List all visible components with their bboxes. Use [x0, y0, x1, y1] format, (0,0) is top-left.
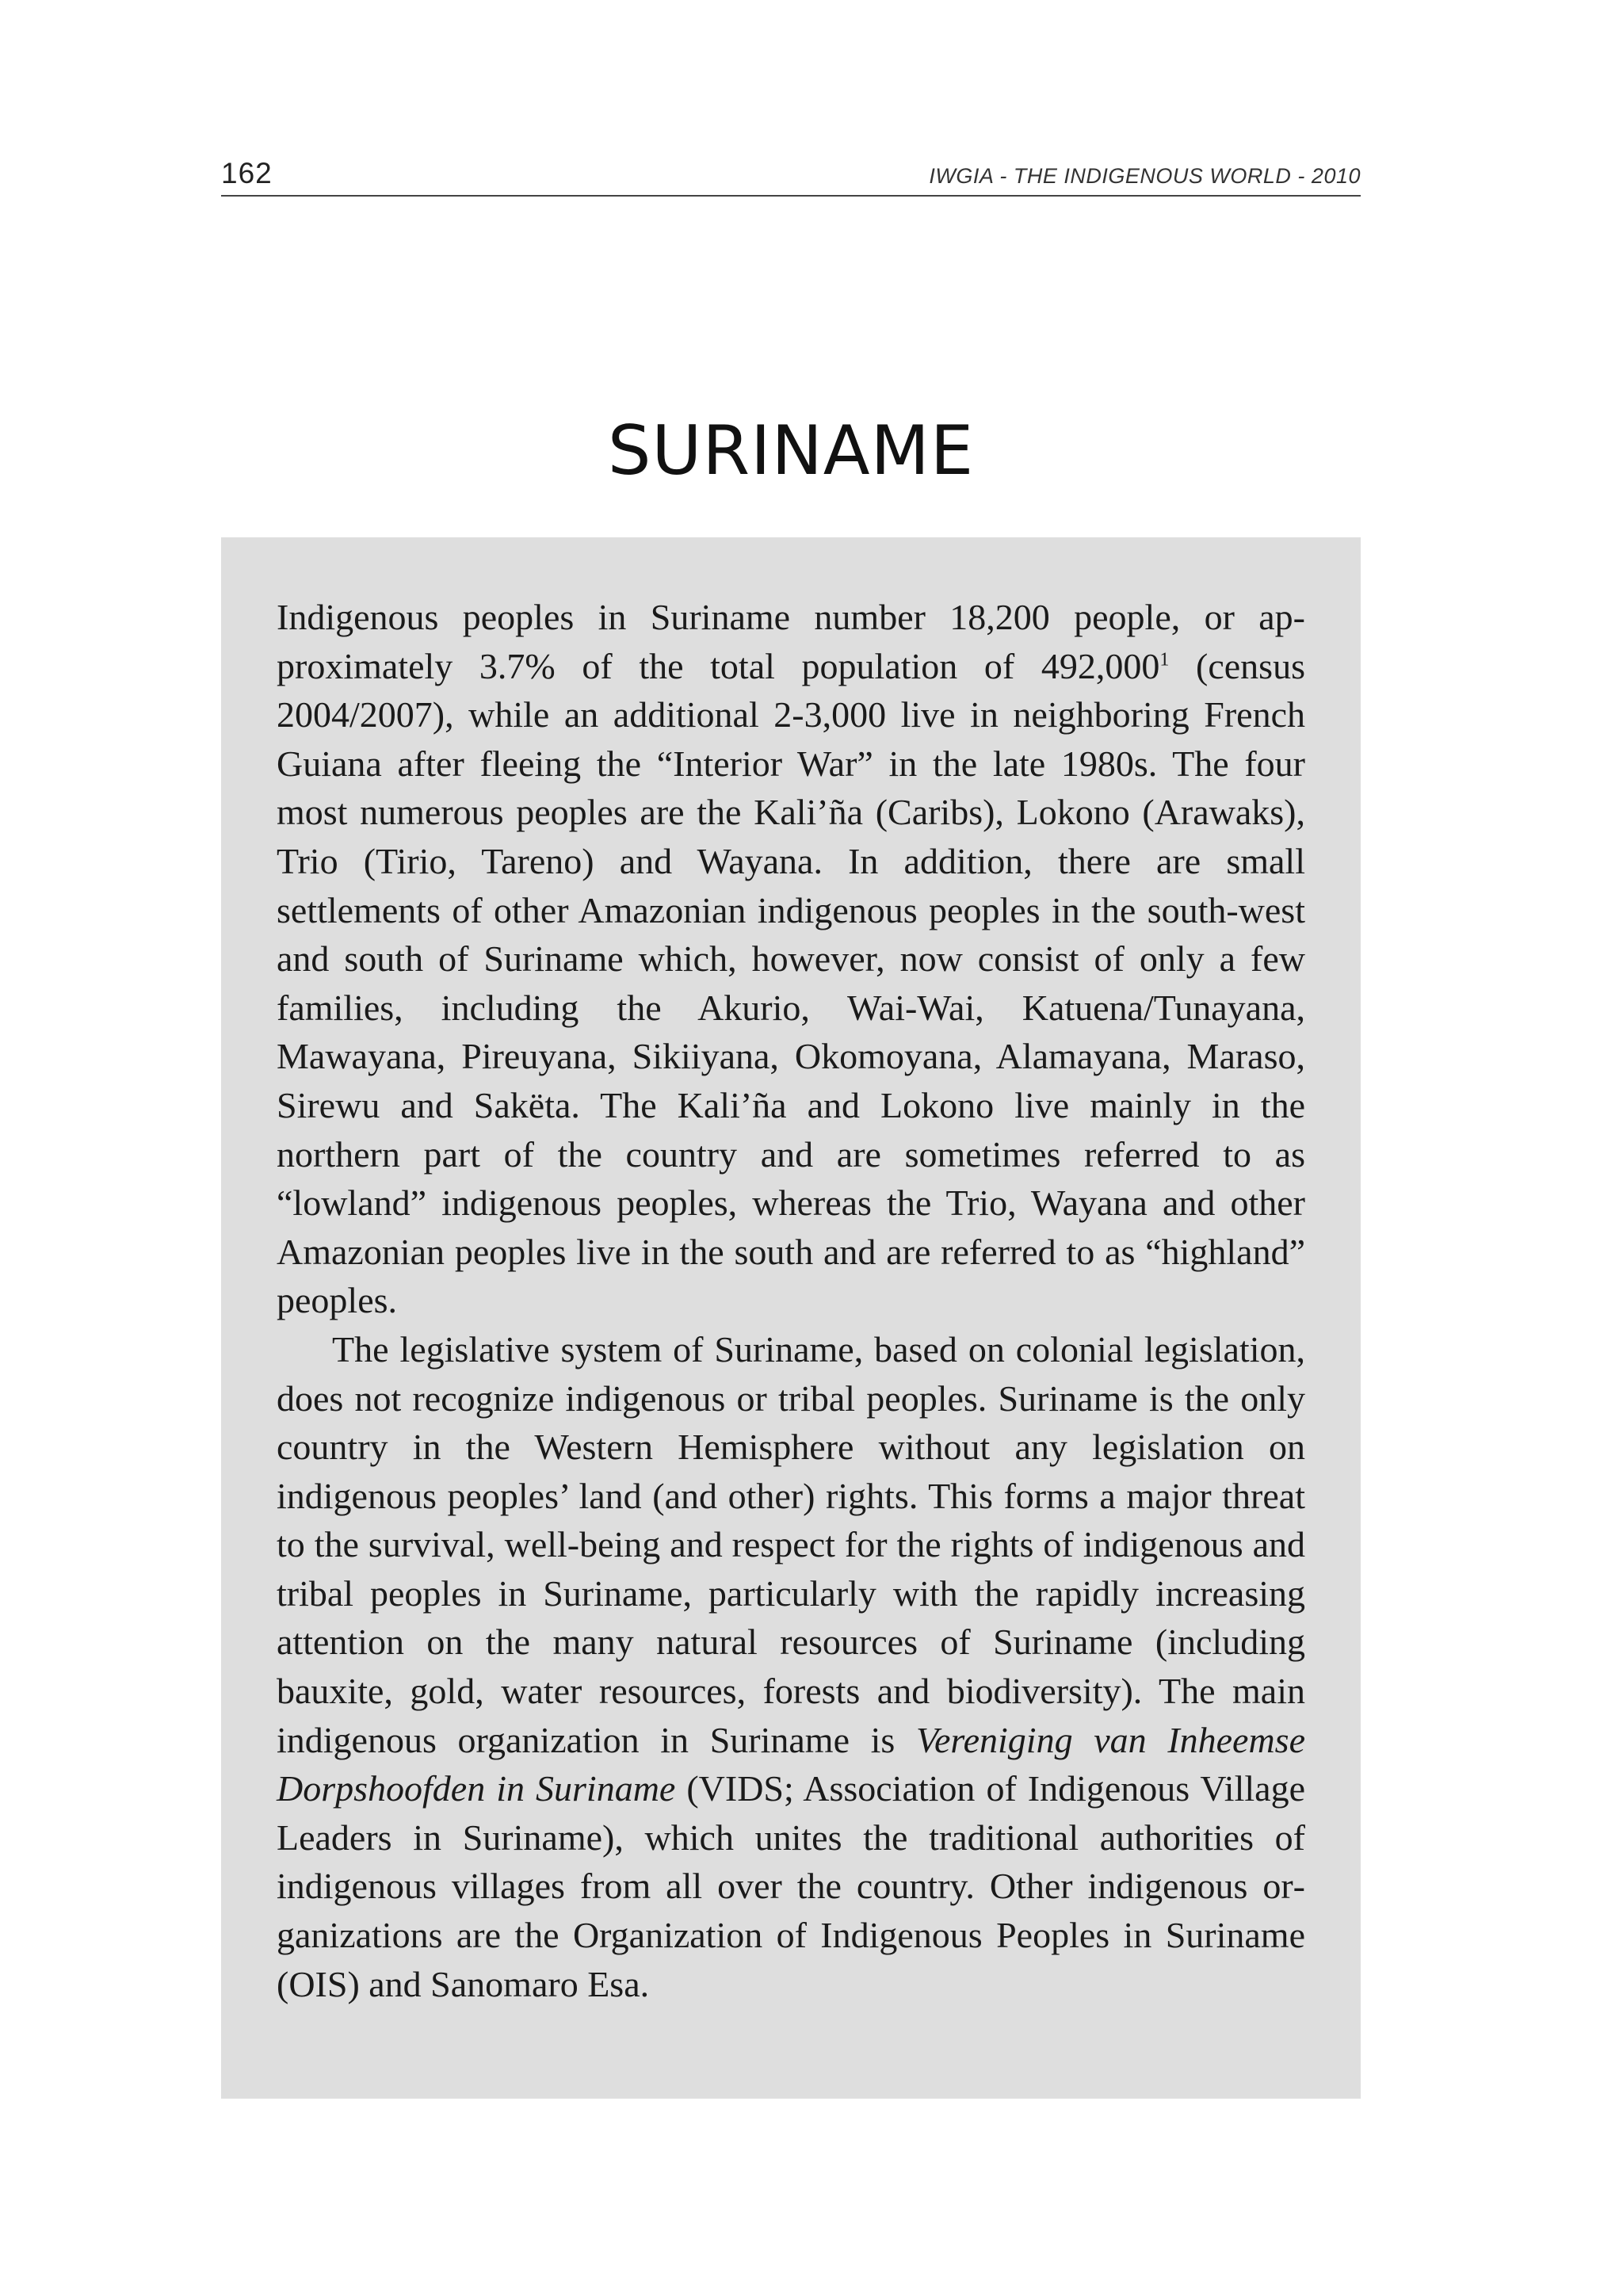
paragraph-2-text-b: (VIDS; Association of Indigenous Village Leaders in Suriname), which unites the traditional authorities of indigenous villages from all over the country. Other indigenous organizations are the Organization of Indigenous Peoples in Suriname (OIS) and Sanomaro Esa.	[277, 1768, 1305, 2004]
paragraph-2-text-a: The legislative system of Suriname, based on colonial legislation, does not recognize indigenous or tribal peoples. Suriname is the only country in the Western Hemisphere without any legislation on indigenous peoples’ land (and other) rights. This forms a major threat to the survival, well-being and respect for the rights of indigenous and tribal peoples in Suriname, particularly with the rapidly increasing attention on the many natural resources of Suriname (including bauxite, gold, water resources, forests and biodiversity). The main indigenous organization in Suriname is	[277, 1328, 1305, 1760]
footnote-ref-1[interactable]: 1	[1159, 649, 1170, 670]
organization-name: Vereniging van Inheemse Dorpshoofden in Suriname	[277, 1719, 1306, 1809]
paragraph-1-text-b: (census 2004/2007), while an additional 2-3,000 live in neighboring French Guiana after fleeing the “Interior War” in the late 1980s. The four most numerous peoples are the Kali’ña (Caribs), Lokono (Arawaks), Trio (Tirio, Tareno) and Wayana. In addition, there are small settlements of other Amazonian indigenous peoples in the south-west and south of Suriname which, however, now consist of only a few families, including the Akurio, Wai-Wai, Katuena/Tunayana, Mawayana, Pireuyana, Sikiiyana, Okomoyana, Alamayana, Maraso, Sirewu and Sakëta. The Kali’ña and Lokono live mainly in the northern part of the country and are sometimes referred to as “lowland” indigenous peoples, whereas the Trio, Wayana and other Amazonian peoples live in the south and are referred to as “highland” peoples.	[277, 645, 1305, 1321]
intro-paragraph-2	[277, 1325, 1305, 2008]
paragraph-1-text-a: Indigenous peoples in Suriname number 18,200 people, or approximately 3.7% of the total population of 492,000	[277, 597, 1305, 686]
running-title: IWGIA - THE INDIGENOUS WORLD - 2010	[929, 164, 1361, 188]
page-number: 162	[221, 157, 273, 189]
intro-paragraph-1	[277, 593, 1305, 1325]
chapter-title: SURINAME	[607, 411, 975, 491]
intro-box	[221, 537, 1361, 2099]
page-header	[221, 151, 1361, 197]
